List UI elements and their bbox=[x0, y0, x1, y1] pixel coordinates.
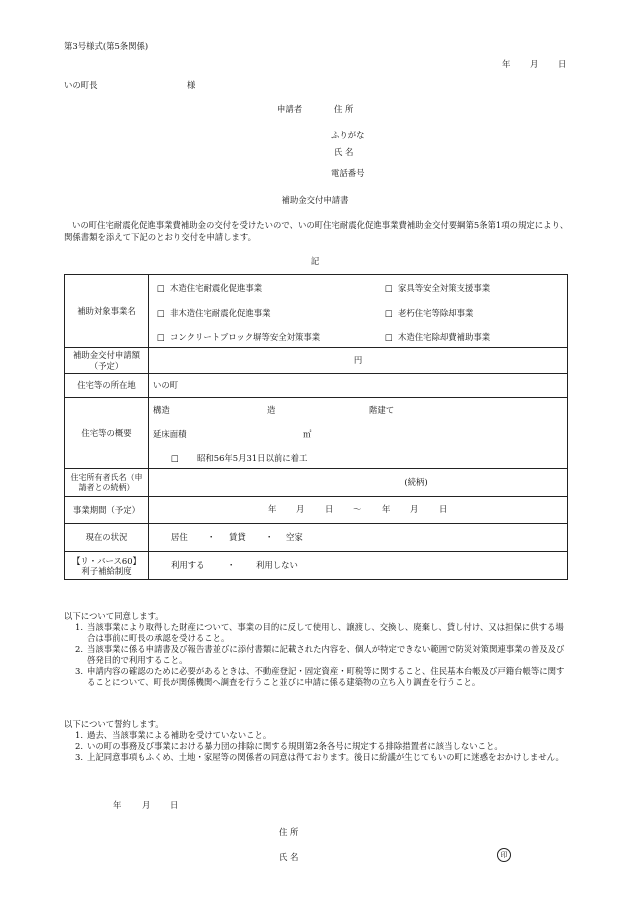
relationship-label: (続柄) bbox=[404, 477, 428, 487]
agree-item: 2. 当該事業に係る申請書及び報告書並びに添付書類に記載された内容を、個人が特定できない範囲で防災対策関連事業の普及及び啓発目的で利用すること。 bbox=[64, 644, 572, 666]
floors-suffix: 階建て bbox=[369, 405, 395, 415]
checkbox-icon[interactable]: □ bbox=[157, 332, 165, 342]
checkbox-icon[interactable]: □ bbox=[385, 308, 393, 318]
footer-year: 年 bbox=[113, 800, 122, 810]
pledge-item-text: 上記同意事項もふくめ、土地・家屋等の関係者の同意は得ております。後日に紛議が生じてもいの町に迷惑をおかけしません。 bbox=[87, 752, 564, 762]
row-owner bbox=[65, 469, 568, 497]
project-options bbox=[149, 275, 568, 348]
row-overview bbox=[65, 398, 568, 469]
reverse60-option-not-use[interactable]: 利用しない bbox=[256, 560, 298, 570]
location-value: いの町 bbox=[153, 380, 179, 390]
ki-label: 記 bbox=[310, 256, 320, 266]
period-field[interactable] bbox=[149, 497, 568, 524]
applicant-label: 申請者 bbox=[277, 104, 303, 114]
date-year: 年 bbox=[502, 59, 511, 69]
status-field[interactable] bbox=[149, 524, 568, 552]
structure-suffix: 造 bbox=[267, 405, 276, 415]
period-start-year: 年 bbox=[268, 504, 277, 514]
period-end-year: 年 bbox=[382, 504, 391, 514]
pledge-heading: 以下について誓約します。 bbox=[64, 719, 164, 729]
agree-item: 1. 当該事業により取得した財産について、事業の目的に反して使用し、譲渡し、交換し、廃棄し、貸し付け、又は担保に供する場合は事前に町長の承認を受けること。 bbox=[64, 622, 572, 644]
footer-name-label: 氏 名 bbox=[279, 852, 299, 862]
project-option-label: 家具等安全対策支援事業 bbox=[398, 283, 491, 293]
date-day: 日 bbox=[558, 59, 567, 69]
project-option-label: 非木造住宅耐震化促進事業 bbox=[170, 308, 271, 318]
status-option-live[interactable]: 居住 bbox=[171, 532, 188, 542]
project-option-label: 木造住宅耐震化促進事業 bbox=[170, 283, 263, 293]
project-option-label: コンクリートブロック塀等安全対策事業 bbox=[170, 332, 321, 342]
location-label: 住宅等の所在地 bbox=[65, 374, 149, 398]
amount-field[interactable] bbox=[149, 348, 568, 374]
checkbox-icon[interactable]: □ bbox=[385, 283, 393, 293]
floor-area-label: 延床面積 bbox=[153, 429, 187, 439]
agree-item: 3. 申請内容の確認のために必要があるときは、不動産登記・固定資産・町税等に関すること、住民基本台帳及び戸籍台帳等に関することについて、町長が関係機関へ調査を行うこと並びに申請に係る建築物の立ち入り調査を行うこと。 bbox=[64, 666, 572, 688]
document-title: 補助金交付申請書 bbox=[281, 195, 349, 205]
pledge-item-text: 過去、当該事業による補助を受けていないこと。 bbox=[87, 730, 272, 740]
row-project bbox=[65, 275, 568, 348]
owner-field[interactable] bbox=[149, 469, 568, 497]
project-option[interactable] bbox=[157, 308, 271, 319]
date-month: 月 bbox=[530, 59, 539, 69]
pledge-item: 2. いの町の事務及び事業における暴力団の排除に関する規則第2条各号に規定する排除措置者に該当しないこと。 bbox=[64, 741, 572, 752]
amount-unit: 円 bbox=[353, 355, 363, 365]
status-option-vacant[interactable]: 空家 bbox=[286, 532, 303, 542]
reverse60-option-use[interactable]: 利用する bbox=[171, 560, 205, 570]
status-separator: ・ bbox=[207, 532, 216, 542]
form-number: 第3号様式(第5条関係) bbox=[64, 41, 149, 51]
agree-heading: 以下について同意します。 bbox=[64, 611, 164, 621]
period-start-month: 月 bbox=[296, 504, 305, 514]
overview-label: 住宅等の概要 bbox=[65, 398, 149, 469]
pledge-item-text: いの町の事務及び事業における暴力団の排除に関する規則第2条各号に規定する排除措置者に該当しないこと。 bbox=[87, 741, 503, 751]
period-end-month: 月 bbox=[410, 504, 419, 514]
row-reverse60 bbox=[65, 552, 568, 580]
checkbox-icon[interactable]: □ bbox=[157, 308, 165, 318]
project-option[interactable] bbox=[385, 283, 490, 294]
footer-month: 月 bbox=[142, 800, 151, 810]
applicant-furigana-label: ふりがな bbox=[331, 130, 365, 140]
row-amount bbox=[65, 348, 568, 374]
project-option-label: 老朽住宅等除却事業 bbox=[398, 308, 474, 318]
status-separator: ・ bbox=[265, 532, 274, 542]
applicant-phone-label: 電話番号 bbox=[331, 168, 365, 178]
period-start-day: 日 bbox=[325, 504, 334, 514]
reverse60-label-1: 【リ・バース60】 bbox=[72, 555, 141, 566]
pledge-item: 3. 上記同意事項もふくめ、土地・家屋等の関係者の同意は得ております。後日に紛議が生じてもいの町に迷惑をおかけしません。 bbox=[64, 752, 572, 763]
checkbox-icon[interactable]: □ bbox=[385, 332, 393, 342]
project-label: 補助対象事業名 bbox=[65, 275, 149, 348]
addressee-name: いの町長 bbox=[64, 80, 98, 90]
pledge-item: 1. 過去、当該事業による補助を受けていないこと。 bbox=[64, 730, 572, 741]
reverse60-separator: ・ bbox=[227, 560, 236, 570]
project-option[interactable] bbox=[385, 332, 490, 343]
project-option[interactable] bbox=[157, 283, 262, 294]
built-before-label: 昭和56年5月31日以前に着工 bbox=[197, 453, 308, 463]
structure-label: 構造 bbox=[153, 405, 170, 415]
area-unit: ㎡ bbox=[303, 429, 312, 439]
seal-icon: 印 bbox=[497, 848, 511, 862]
intro-text: いの町住宅耐震化促進事業費補助金の交付を受けたいので、いの町住宅耐震化促進事業費補助金交付要綱第5条第1項の規定により、関係書類を添えて下記のとおり交付を申請します。 bbox=[64, 220, 569, 242]
applicant-address-label: 住 所 bbox=[334, 104, 354, 114]
amount-label-text: 補助金交付申請額（予定） bbox=[73, 349, 140, 371]
footer-day: 日 bbox=[170, 800, 179, 810]
project-option[interactable] bbox=[385, 308, 473, 319]
footer-address-label: 住 所 bbox=[279, 827, 299, 837]
location-field[interactable] bbox=[149, 374, 568, 398]
agree-item-text: 当該事業により取得した財産について、事業の目的に反して使用し、譲渡し、交換し、廃棄し、貸し付け、又は担保に供する場合は事前に町長の承認を受けること。 bbox=[87, 622, 564, 643]
checkbox-icon[interactable]: □ bbox=[157, 283, 165, 293]
agree-item-text: 申請内容の確認のために必要があるときは、不動産登記・固定資産・町税等に関すること、住民基本台帳及び戸籍台帳等に関することについて、町長が関係機関へ調査を行うこと並びに申請に係る建築物の立ち入り調査を行うこと。 bbox=[87, 666, 565, 687]
owner-label: 住宅所有者氏名（申請者との続柄） bbox=[65, 469, 149, 497]
period-end-day: 日 bbox=[439, 504, 448, 514]
overview-field[interactable] bbox=[149, 398, 568, 469]
period-label: 事業期間（予定） bbox=[65, 497, 149, 524]
reverse60-label-2: 利子補給制度 bbox=[81, 565, 132, 576]
reverse60-field[interactable] bbox=[149, 552, 568, 580]
checkbox-icon[interactable]: □ bbox=[171, 453, 179, 463]
status-label: 現在の状況 bbox=[65, 524, 149, 552]
project-option[interactable] bbox=[157, 332, 320, 343]
amount-label bbox=[65, 348, 149, 374]
period-tilde: ～ bbox=[353, 504, 362, 514]
agree-item-text: 当該事業に係る申請書及び報告書並びに添付書類に記載された内容を、個人が特定できない範囲で防災対策関連事業の普及及び啓発目的で利用すること。 bbox=[87, 644, 565, 665]
project-option-label: 木造住宅除却費補助事業 bbox=[398, 332, 491, 342]
application-table bbox=[64, 274, 568, 580]
status-option-rent[interactable]: 賃貸 bbox=[229, 532, 246, 542]
applicant-name-label: 氏 名 bbox=[334, 147, 354, 157]
reverse60-label bbox=[65, 552, 149, 580]
addressee-honorific: 様 bbox=[187, 80, 196, 90]
row-location bbox=[65, 374, 568, 398]
row-status bbox=[65, 524, 568, 552]
pledge-section bbox=[64, 719, 572, 763]
agree-section bbox=[64, 611, 572, 688]
built-before-option[interactable] bbox=[171, 453, 307, 464]
row-period bbox=[65, 497, 568, 524]
